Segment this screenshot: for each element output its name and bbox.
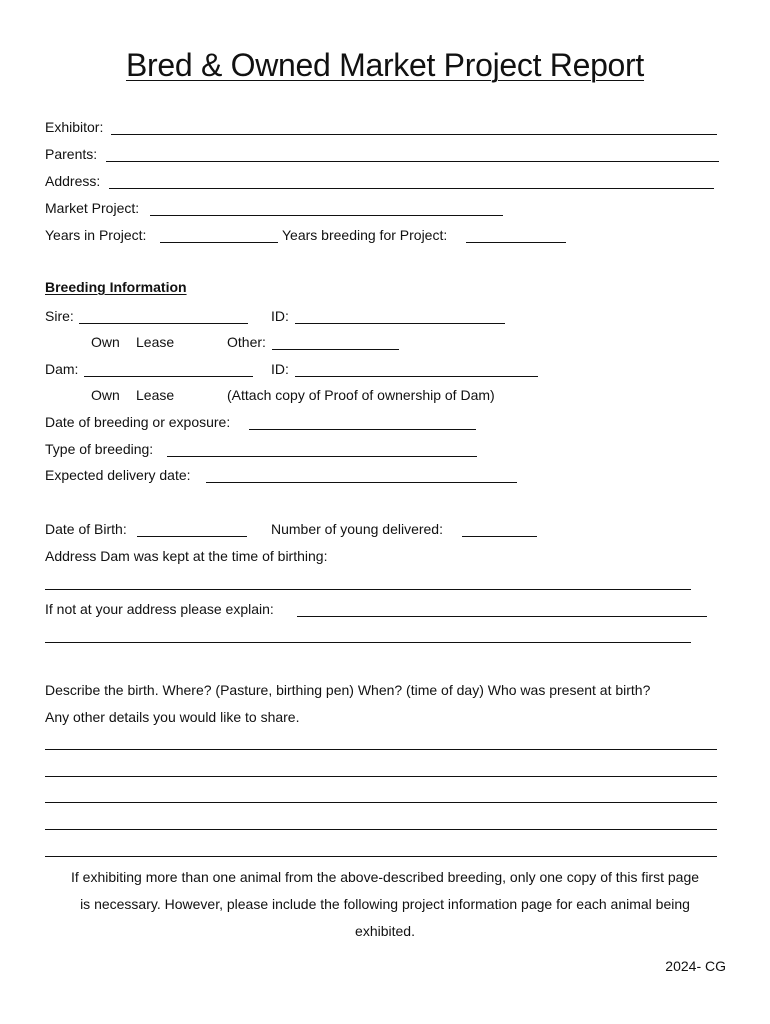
- birth-row: [45, 520, 725, 540]
- parents-label: Parents:: [45, 146, 98, 162]
- sire-ownership-row: [45, 333, 725, 353]
- breeding-heading: Breeding Information: [45, 279, 187, 295]
- page-title: Bred & Owned Market Project Report: [125, 47, 645, 83]
- exhibitor-row: [45, 118, 725, 138]
- dam-id-label: ID:: [271, 361, 289, 377]
- describe-row-2: [45, 708, 725, 728]
- type-breeding-field[interactable]: [167, 456, 477, 457]
- address-label: Address:: [45, 173, 101, 189]
- note-line-2: is necessary. However, please include the following project information page for each animal being: [80, 896, 690, 912]
- address-row: [45, 172, 725, 192]
- footer-code: 2024- CG: [665, 958, 726, 974]
- dam-own-option[interactable]: Own: [91, 387, 120, 403]
- describe-row-1: [45, 681, 725, 701]
- number-young-label: Number of young delivered:: [271, 521, 443, 537]
- address-field[interactable]: [109, 188, 714, 189]
- date-breeding-label: Date of breeding or exposure:: [45, 414, 231, 430]
- if-not-row: [45, 600, 725, 620]
- sire-field[interactable]: [79, 323, 248, 324]
- if-not-label: If not at your address please explain:: [45, 601, 274, 617]
- describe-line-4[interactable]: [45, 829, 717, 830]
- sire-id-field[interactable]: [295, 323, 505, 324]
- type-breeding-row: [45, 440, 725, 460]
- if-not-field-line-2[interactable]: [45, 642, 691, 643]
- note-line-1: If exhibiting more than one animal from the above-described breeding, only one copy of this first page: [70, 869, 700, 885]
- years-row: [45, 226, 725, 246]
- sire-label: Sire:: [45, 308, 74, 324]
- dam-field[interactable]: [84, 376, 253, 377]
- years-in-project-field[interactable]: [160, 242, 278, 243]
- address-dam-field[interactable]: [45, 589, 691, 590]
- date-of-birth-label: Date of Birth:: [45, 521, 127, 537]
- date-breeding-row: [45, 413, 725, 433]
- describe-line-2[interactable]: [45, 776, 717, 777]
- sire-other-field[interactable]: [272, 349, 399, 350]
- sire-row: [45, 307, 725, 327]
- years-breeding-label: Years breeding for Project:: [282, 227, 448, 243]
- market-project-field[interactable]: [150, 215, 503, 216]
- years-in-project-label: Years in Project:: [45, 227, 147, 243]
- sire-other-label: Other:: [227, 334, 266, 350]
- multiple-animals-note: [0, 864, 770, 945]
- date-breeding-field[interactable]: [249, 429, 476, 430]
- dam-proof-note: (Attach copy of Proof of ownership of Dam): [227, 387, 495, 403]
- dam-ownership-row: [45, 386, 725, 406]
- address-dam-label: Address Dam was kept at the time of birthing:: [45, 548, 328, 564]
- expected-delivery-row: [45, 466, 725, 486]
- describe-birth-label: Describe the birth. Where? (Pasture, birthing pen) When? (time of day) Who was present at birth?: [45, 682, 651, 698]
- sire-own-option[interactable]: Own: [91, 334, 120, 350]
- expected-delivery-label: Expected delivery date:: [45, 467, 191, 483]
- other-details-label: Any other details you would like to share.: [45, 709, 300, 725]
- describe-line-3[interactable]: [45, 802, 717, 803]
- date-of-birth-field[interactable]: [137, 536, 247, 537]
- exhibitor-field[interactable]: [111, 134, 717, 135]
- market-project-label: Market Project:: [45, 200, 140, 216]
- describe-line-5[interactable]: [45, 856, 717, 857]
- sire-id-label: ID:: [271, 308, 289, 324]
- dam-lease-option[interactable]: Lease: [136, 387, 175, 403]
- describe-line-1[interactable]: [45, 749, 717, 750]
- expected-delivery-field[interactable]: [206, 482, 517, 483]
- parents-field[interactable]: [106, 161, 719, 162]
- note-line-3: exhibited.: [355, 923, 415, 939]
- if-not-field[interactable]: [297, 616, 707, 617]
- market-project-row: [45, 199, 725, 219]
- exhibitor-label: Exhibitor:: [45, 119, 104, 135]
- type-breeding-label: Type of breeding:: [45, 441, 154, 457]
- parents-row: [45, 145, 725, 165]
- dam-label: Dam:: [45, 361, 79, 377]
- years-breeding-field[interactable]: [466, 242, 566, 243]
- sire-lease-option[interactable]: Lease: [136, 334, 175, 350]
- dam-row: [45, 360, 725, 380]
- dam-id-field[interactable]: [295, 376, 538, 377]
- address-dam-row: [45, 547, 725, 567]
- number-young-field[interactable]: [462, 536, 537, 537]
